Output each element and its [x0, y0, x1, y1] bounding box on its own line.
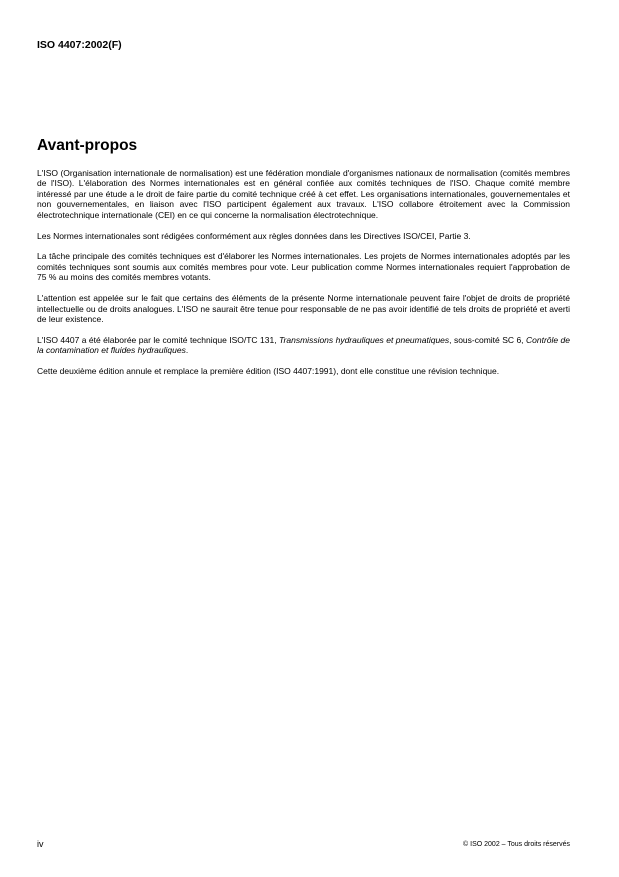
- paragraph-patent-rights: L'attention est appelée sur le fait que certains des éléments de la présente Norme internationale peuvent faire l'objet de droits de propriété intellectuelle ou de droits analogues. L'ISO ne saurait être tenue pour responsable de ne pas avoir identifié de tels droits de propriété et averti de leur existence.: [37, 293, 570, 324]
- section-title: Avant-propos: [37, 137, 138, 154]
- prepared-by-text-3: .: [185, 345, 189, 356]
- document-id: ISO 4407:2002(F): [37, 39, 122, 51]
- paragraph-committee-tasks: La tâche principale des comités techniques est d'élaborer les Normes internationales. Les projets de Normes internationales adoptés par les comités techniques sont soumis aux comités membres pour vote. Leur publication comme Normes internationales requiert l'approbation de 75 % au moins des comités membres votants.: [37, 251, 570, 283]
- paragraph-prepared-by: [37, 335, 570, 356]
- page-number: iv: [37, 839, 44, 849]
- paragraph-directives: Les Normes internationales sont rédigées conformément aux règles données dans les Directives ISO/CEI, Partie 3.: [37, 230, 471, 241]
- prepared-by-text-2: , sous-comité SC 6,: [449, 334, 526, 345]
- subcommittee-title: Contrôle de la contamination et fluides hydrauliques: [37, 334, 571, 356]
- foreword-body: [37, 168, 570, 387]
- committee-title: Transmissions hydrauliques et pneumatiques: [279, 334, 450, 345]
- paragraph-iso-organisation: L'ISO (Organisation internationale de normalisation) est une fédération mondiale d'organismes nationaux de normalisation (comités membres de l'ISO). L'élaboration des Normes internationales est en général confiée aux comités techniques de l'ISO. Chaque comité membre intéressé par une étude a le droit de faire partie du comité technique créé à cet effet. Les organisations internationales, gouvernementales et non gouvernementales, en liaison avec l'ISO participent également aux travaux. L'ISO collabore étroitement avec la Commission électrotechnique internationale (CEI) en ce qui concerne la normalisation électrotechnique.: [37, 168, 570, 220]
- prepared-by-text-1: L'ISO 4407 a été élaborée par le comité technique ISO/TC 131,: [37, 334, 279, 345]
- paragraph-edition: Cette deuxième édition annule et remplace la première édition (ISO 4407:1991), dont elle constitue une révision technique.: [37, 366, 500, 377]
- copyright-notice: © ISO 2002 – Tous droits réservés: [463, 841, 570, 848]
